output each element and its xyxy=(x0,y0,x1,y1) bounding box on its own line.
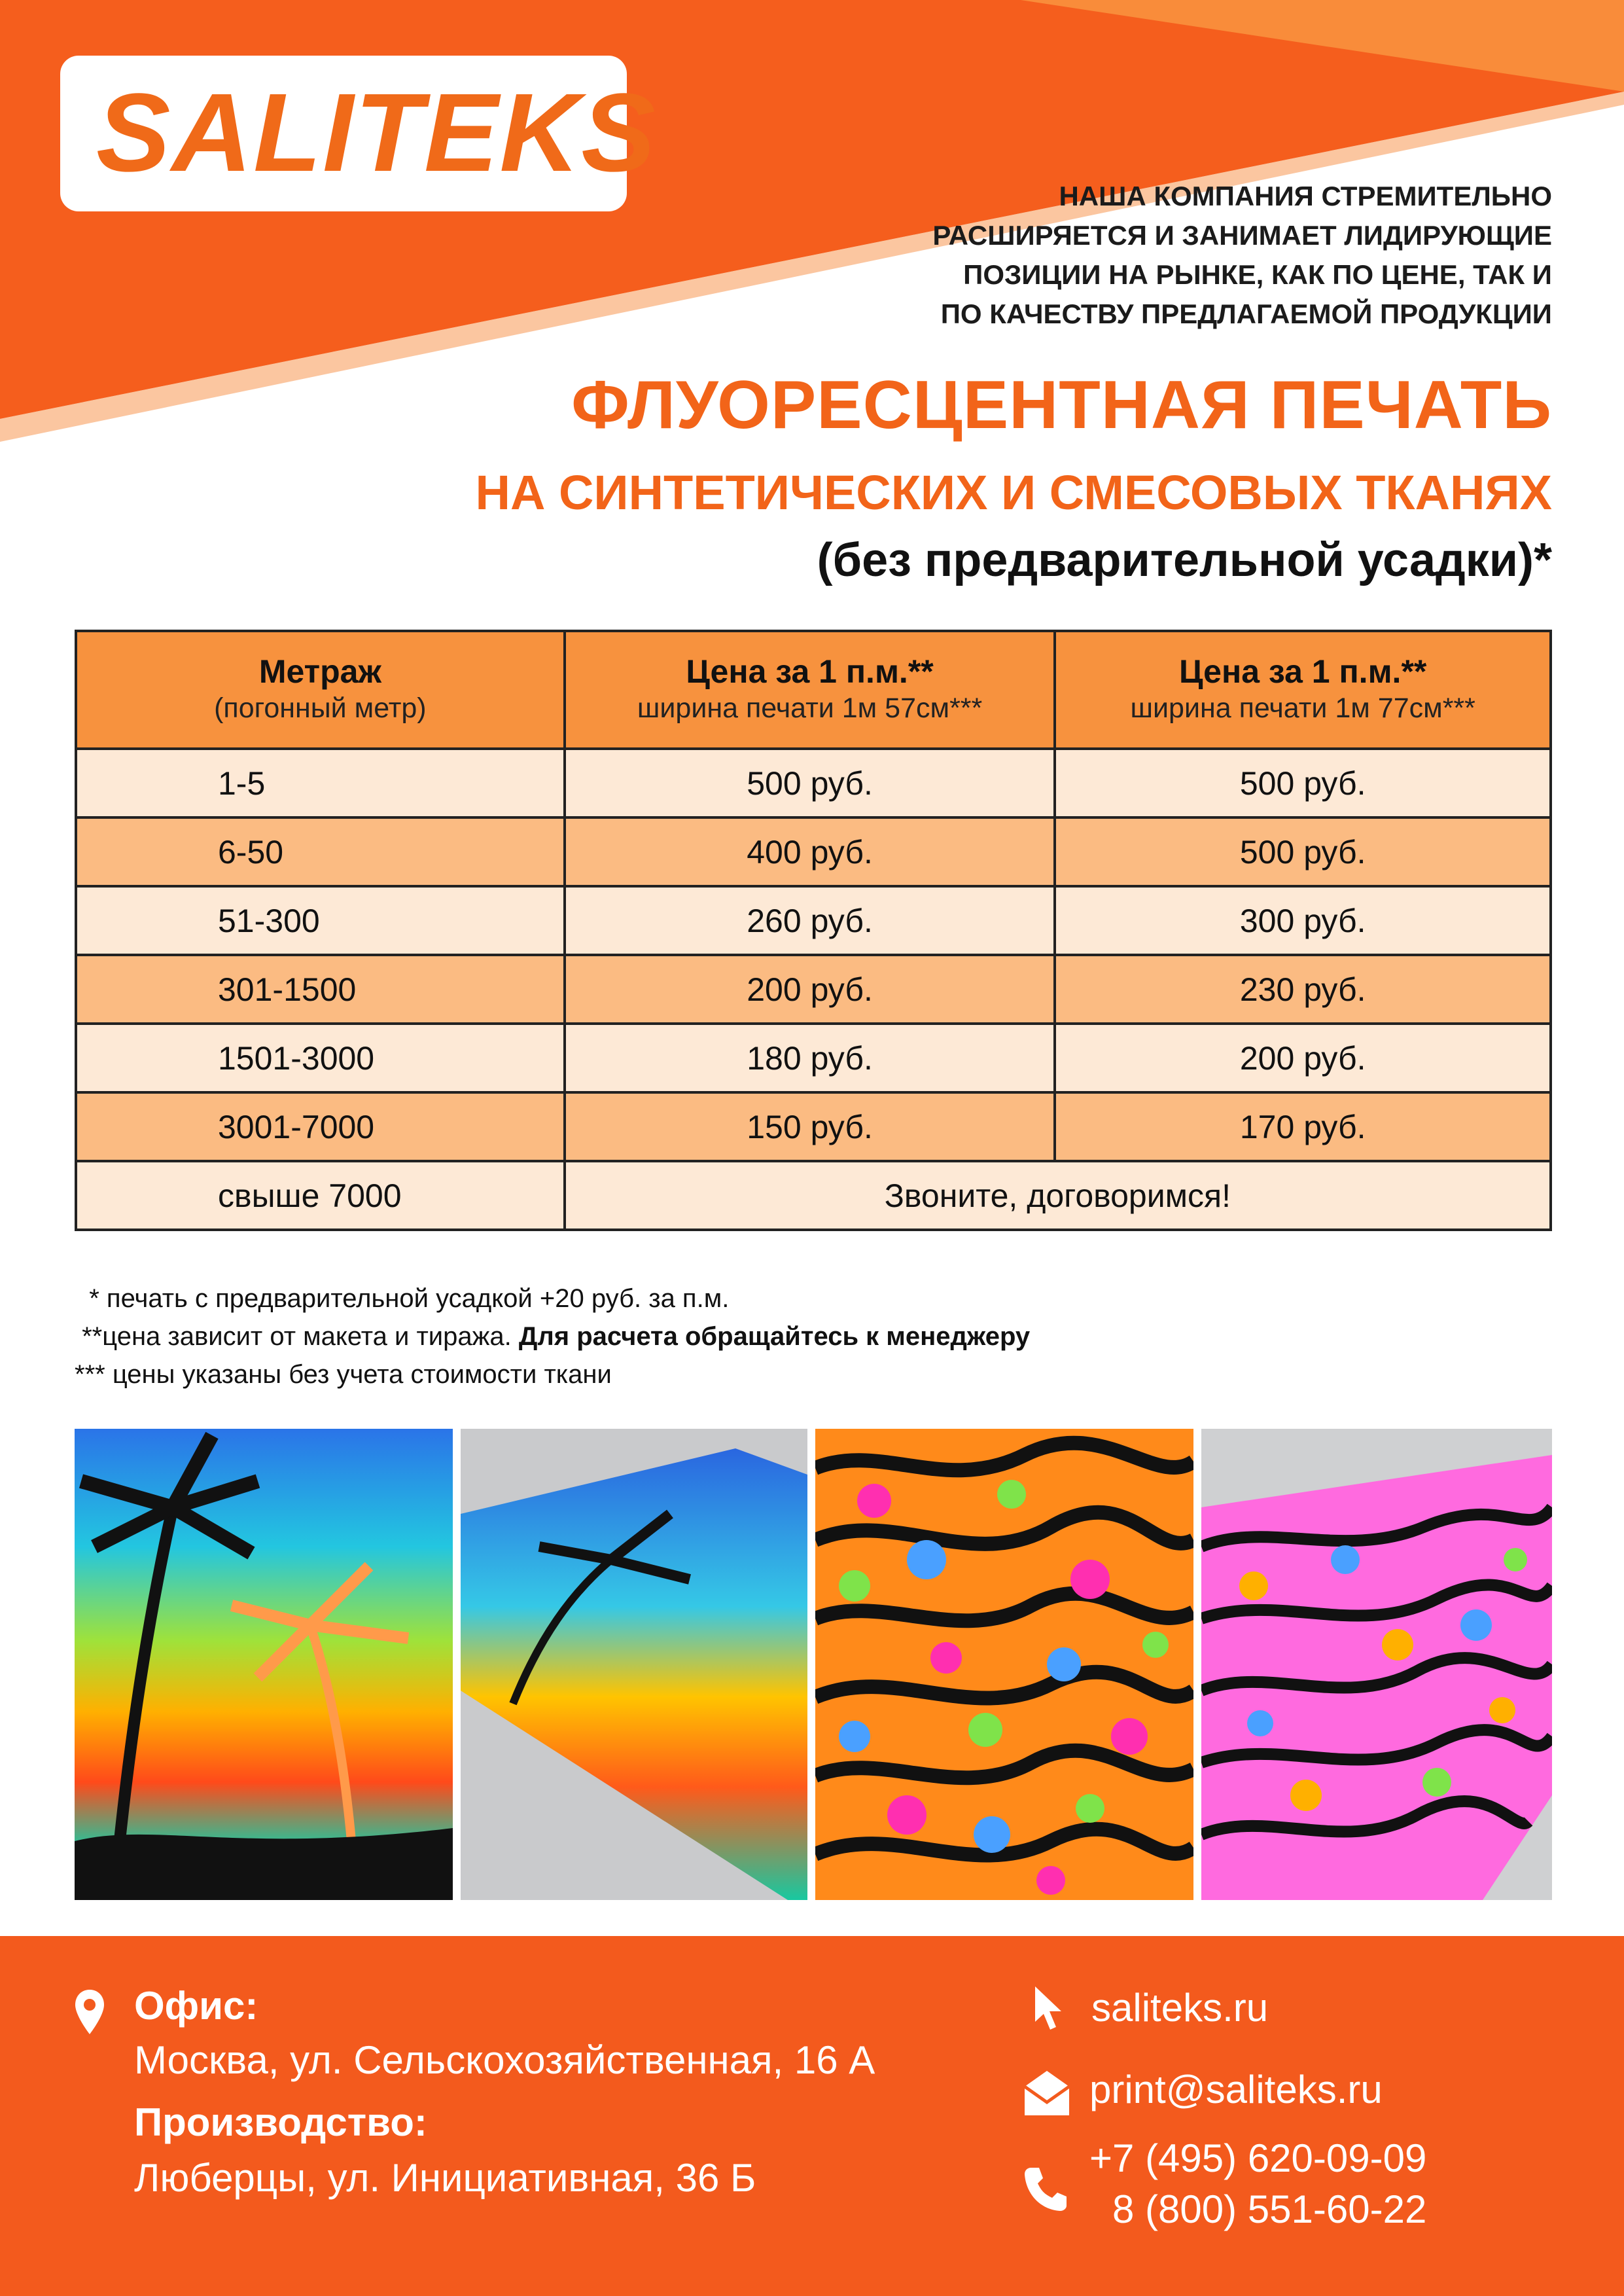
footnote-3: *** цены указаны без учета стоимости ткани xyxy=(75,1360,612,1389)
header-metrage: Метраж (погонный метр) xyxy=(76,631,565,749)
logo-text: SALITEKS xyxy=(96,71,657,195)
table-row xyxy=(76,1024,1551,1092)
metrage-cell: 1501-3000 xyxy=(76,1024,565,1092)
call-us-cell: Звоните, договоримся! xyxy=(565,1161,1551,1230)
table-row xyxy=(76,886,1551,955)
table-row xyxy=(76,1092,1551,1161)
photo-palm-fabric xyxy=(461,1429,807,1900)
price-cell: 500 руб. xyxy=(565,749,1055,817)
table-row xyxy=(76,955,1551,1024)
cursor-icon xyxy=(1033,1985,1064,2032)
table-row xyxy=(76,1161,1551,1230)
production-address: Люберцы, ул. Инициативная, 36 Б xyxy=(134,2156,756,2200)
email-link[interactable]: print@saliteks.ru xyxy=(1089,2068,1383,2111)
photo-palm-print xyxy=(75,1429,453,1900)
tagline-line: НАША КОМПАНИЯ СТРЕМИТЕЛЬНО xyxy=(1059,181,1552,211)
tagline-line: РАСШИРЯЕТСЯ И ЗАНИМАЕТ ЛИДИРУЮЩИЕ xyxy=(932,220,1552,251)
photo-animal-fabric xyxy=(1201,1429,1552,1900)
logo xyxy=(60,56,657,211)
website-link[interactable]: saliteks.ru xyxy=(1091,1986,1269,2030)
envelope-icon xyxy=(1021,2067,1073,2119)
tagline-line: ПОЗИЦИИ НА РЫНКЕ, КАК ПО ЦЕНЕ, ТАК И xyxy=(963,259,1552,290)
price-cell: 500 руб. xyxy=(1055,749,1551,817)
office-label: Офис: xyxy=(134,1984,258,2028)
headline-sub: НА СИНТЕТИЧЕСКИХ И СМЕСОВЫХ ТКАНЯХ xyxy=(475,465,1552,520)
photo-animal-print xyxy=(815,1429,1193,1900)
phone-icon xyxy=(1022,2165,1069,2212)
metrage-cell: 1-5 xyxy=(76,749,565,817)
price-cell: 300 руб. xyxy=(1055,886,1551,955)
headline-main: ФЛУОРЕСЦЕНТНАЯ ПЕЧАТЬ xyxy=(571,367,1552,443)
office-address: Москва, ул. Сельскохозяйственная, 16 А xyxy=(134,2038,875,2082)
price-cell: 180 руб. xyxy=(565,1024,1055,1092)
price-cell: 170 руб. xyxy=(1055,1092,1551,1161)
price-table xyxy=(75,630,1552,1231)
price-cell: 400 руб. xyxy=(565,817,1055,886)
price-cell: 200 руб. xyxy=(565,955,1055,1024)
price-cell: 260 руб. xyxy=(565,886,1055,955)
table-row xyxy=(76,817,1551,886)
price-cell: 200 руб. xyxy=(1055,1024,1551,1092)
tagline xyxy=(767,177,1552,334)
metrage-cell: свыше 7000 xyxy=(76,1161,565,1230)
table-header-row xyxy=(76,631,1551,749)
price-cell: 500 руб. xyxy=(1055,817,1551,886)
footnotes xyxy=(75,1280,1030,1393)
production-label: Производство: xyxy=(134,2100,427,2144)
footer xyxy=(0,1936,1624,2296)
footnote-1: * печать с предварительной усадкой +20 руб. за п.м. xyxy=(75,1284,730,1313)
metrage-cell: 301-1500 xyxy=(76,955,565,1024)
header-price-157: Цена за 1 п.м.** ширина печати 1м 57см*** xyxy=(565,631,1055,749)
price-cell: 150 руб. xyxy=(565,1092,1055,1161)
price-cell: 230 руб. xyxy=(1055,955,1551,1024)
metrage-cell: 6-50 xyxy=(76,817,565,886)
table-row xyxy=(76,749,1551,817)
phone-1[interactable]: +7 (495) 620-09-09 xyxy=(1089,2136,1427,2180)
header-price-177: Цена за 1 п.м.** ширина печати 1м 77см*** xyxy=(1055,631,1551,749)
footnote-2: **цена зависит от макета и тиража. Для расчета обращайтесь к менеджеру xyxy=(75,1322,1031,1351)
location-pin-icon xyxy=(73,1988,106,2036)
tagline-line: ПО КАЧЕСТВУ ПРЕДЛАГАЕМОЙ ПРОДУКЦИИ xyxy=(940,298,1552,329)
metrage-cell: 3001-7000 xyxy=(76,1092,565,1161)
metrage-cell: 51-300 xyxy=(76,886,565,955)
headline-note: (без предварительной усадки)* xyxy=(817,534,1552,586)
phone-2[interactable]: 8 (800) 551-60-22 xyxy=(1112,2187,1427,2231)
